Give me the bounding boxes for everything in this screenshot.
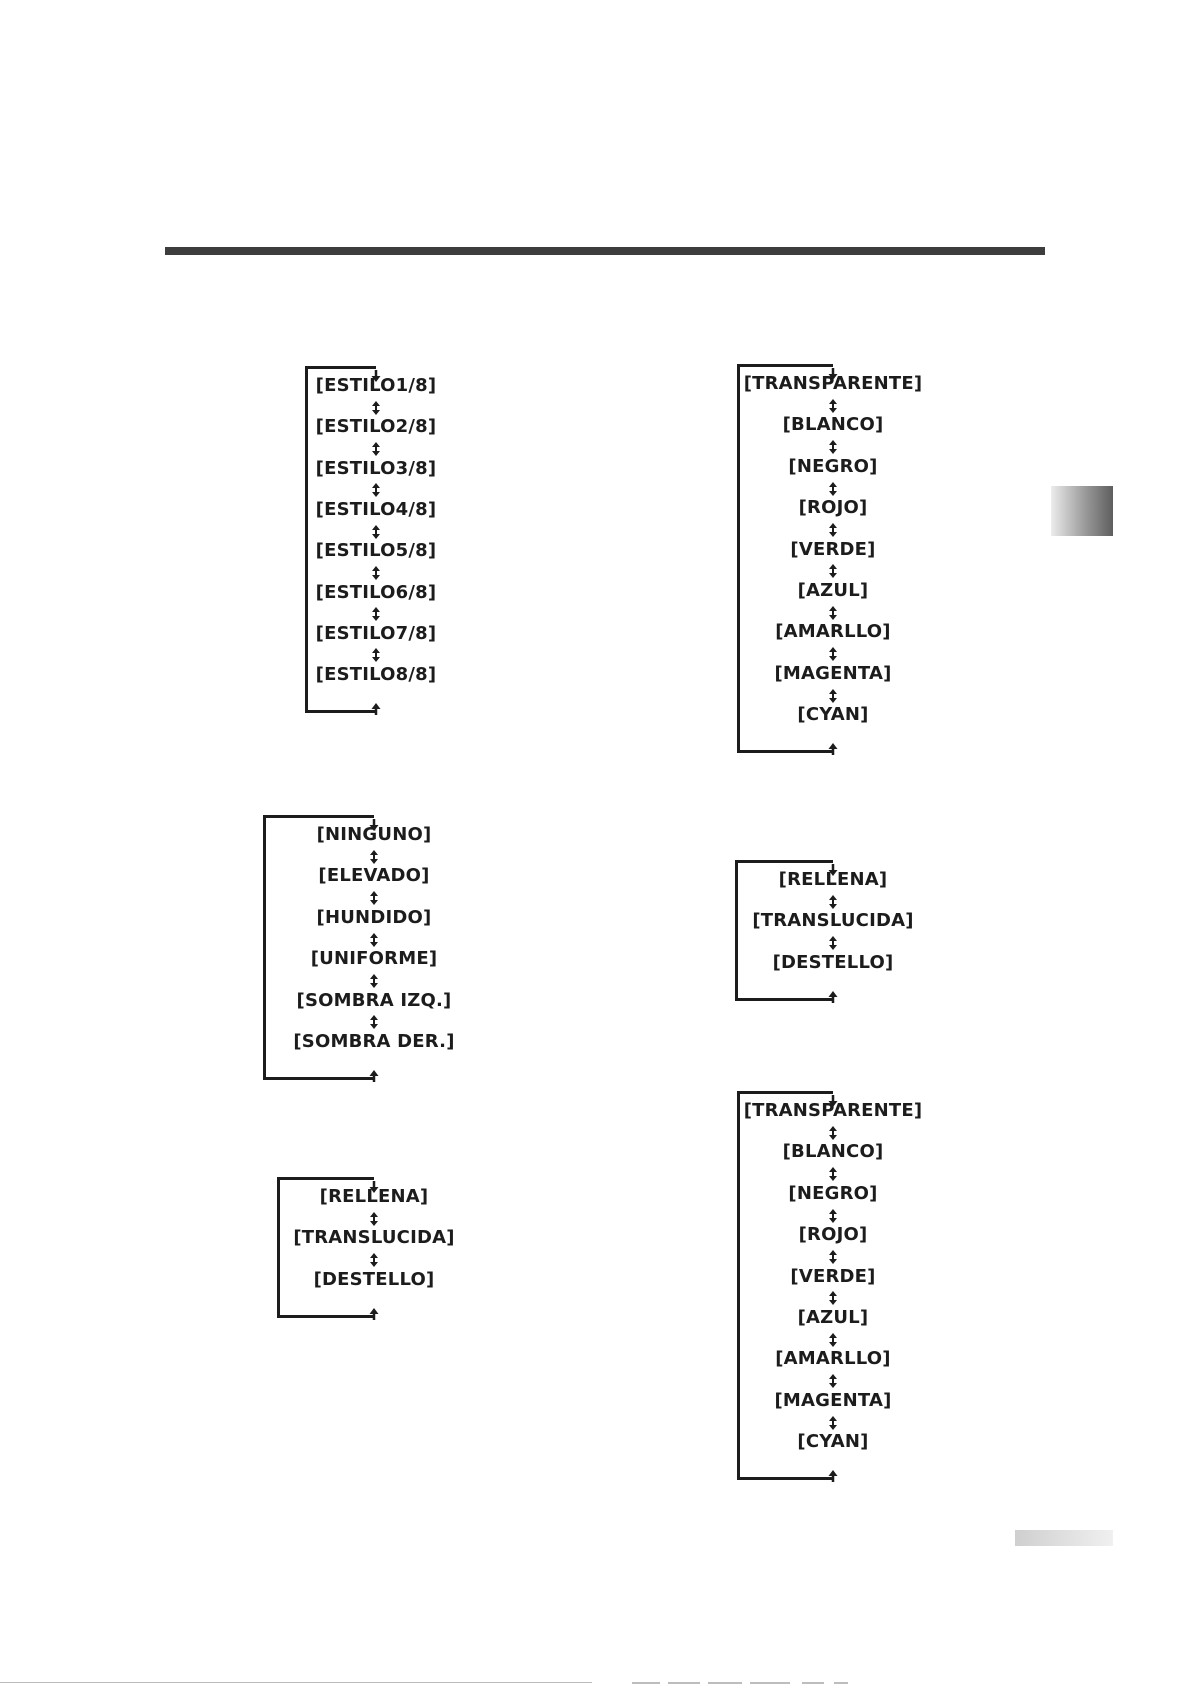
menu-option: [SOMBRA IZQ.] (296, 989, 452, 1011)
menu-option: [ESTILO6/8] (315, 581, 437, 603)
up-down-arrow-icon (828, 1125, 838, 1139)
menu-option: [NEGRO] (788, 455, 878, 477)
up-down-arrow-icon (828, 1332, 838, 1346)
loop-up-arrow-icon (828, 988, 838, 1000)
color-texto-cycle (737, 364, 953, 753)
menu-option: [TRANSPARENTE] (743, 373, 923, 394)
loop-up-arrow-icon (369, 1305, 379, 1317)
up-down-arrow-icon (828, 605, 838, 619)
section-tab (1051, 486, 1113, 536)
menu-option: [CYAN] (797, 704, 869, 726)
header-rule (165, 247, 1045, 255)
up-down-arrow-icon (828, 646, 838, 660)
loop-up-arrow-icon (828, 740, 838, 752)
up-down-arrow-icon (369, 932, 379, 946)
menu-option: [AMARLLO] (775, 621, 891, 643)
loop-up-arrow-icon (371, 700, 381, 712)
up-down-arrow-icon (369, 890, 379, 904)
menu-option: [DESTELLO] (313, 1268, 435, 1290)
menu-option: [CYAN] (797, 1431, 869, 1453)
up-down-arrow-icon (828, 894, 838, 908)
up-down-arrow-icon (828, 1166, 838, 1180)
menu-option: [SOMBRA DER.] (293, 1031, 455, 1052)
scan-baseline (0, 1682, 592, 1683)
loop-up-arrow-icon (828, 1467, 838, 1479)
menu-option: [ESTILO3/8] (315, 457, 437, 479)
up-down-arrow-icon (828, 481, 838, 495)
menu-option: [DESTELLO] (772, 951, 894, 973)
up-down-arrow-icon (369, 1211, 379, 1225)
menu-option: [ESTILO2/8] (315, 416, 437, 438)
up-down-arrow-icon (828, 439, 838, 453)
menu-option: [UNIFORME] (310, 948, 438, 970)
up-down-arrow-icon (828, 1208, 838, 1222)
menu-option: [ROJO] (798, 1224, 868, 1246)
menu-option: [MAGENTA] (774, 1389, 892, 1411)
menu-option: [NEGRO] (788, 1182, 878, 1204)
up-down-arrow-icon (828, 522, 838, 536)
up-down-arrow-icon (371, 647, 381, 661)
up-down-arrow-icon (371, 482, 381, 496)
menu-option: [AMARLLO] (775, 1348, 891, 1370)
menu-option: [MAGENTA] (774, 662, 892, 684)
menu-option: [ESTILO4/8] (315, 498, 437, 520)
up-down-arrow-icon (371, 524, 381, 538)
menu-option: [BLANCO] (782, 414, 884, 436)
scan-marks (620, 1681, 880, 1685)
menu-option: [TRANSLUCIDA] (752, 910, 914, 932)
menu-option: [RELLENA] (778, 869, 888, 890)
up-down-arrow-icon (369, 849, 379, 863)
up-down-arrow-icon (828, 935, 838, 949)
menu-option: [NINGUNO] (316, 824, 432, 845)
borde-cycle (263, 815, 494, 1080)
page-footer-bar (1015, 1530, 1113, 1546)
loop-up-arrow-icon (369, 1067, 379, 1079)
menu-option: [ROJO] (798, 497, 868, 519)
estilo-cycle (305, 366, 496, 713)
up-down-arrow-icon (828, 1415, 838, 1429)
up-down-arrow-icon (371, 606, 381, 620)
up-down-arrow-icon (371, 565, 381, 579)
up-down-arrow-icon (828, 1373, 838, 1387)
up-down-arrow-icon (371, 441, 381, 455)
menu-option: [RELLENA] (319, 1186, 429, 1207)
menu-option: [AZUL] (797, 580, 869, 601)
menu-option: [ESTILO1/8] (315, 375, 437, 396)
up-down-arrow-icon (371, 400, 381, 414)
up-down-arrow-icon (369, 1014, 379, 1028)
menu-option: [TRANSPARENTE] (743, 1100, 923, 1121)
up-down-arrow-icon (828, 398, 838, 412)
menu-option: [ESTILO5/8] (315, 540, 437, 562)
up-down-arrow-icon (828, 1249, 838, 1263)
up-down-arrow-icon (369, 1252, 379, 1266)
menu-option: [ESTILO7/8] (315, 622, 437, 644)
menu-option: [ESTILO8/8] (315, 664, 437, 686)
menu-option: [HUNDIDO] (316, 906, 432, 928)
color-fondo-cycle (737, 1091, 953, 1480)
menu-option: [AZUL] (797, 1307, 869, 1328)
menu-option: [VERDE] (790, 538, 876, 560)
menu-option: [BLANCO] (782, 1141, 884, 1163)
up-down-arrow-icon (828, 563, 838, 577)
menu-option: [VERDE] (790, 1265, 876, 1287)
menu-option: [TRANSLUCIDA] (293, 1227, 455, 1249)
menu-option: [ELEVADO] (318, 865, 430, 887)
up-down-arrow-icon (828, 1290, 838, 1304)
up-down-arrow-icon (369, 973, 379, 987)
opacidad-texto-cycle (277, 1177, 494, 1318)
up-down-arrow-icon (828, 688, 838, 702)
opacidad-fondo-cycle (735, 860, 953, 1001)
